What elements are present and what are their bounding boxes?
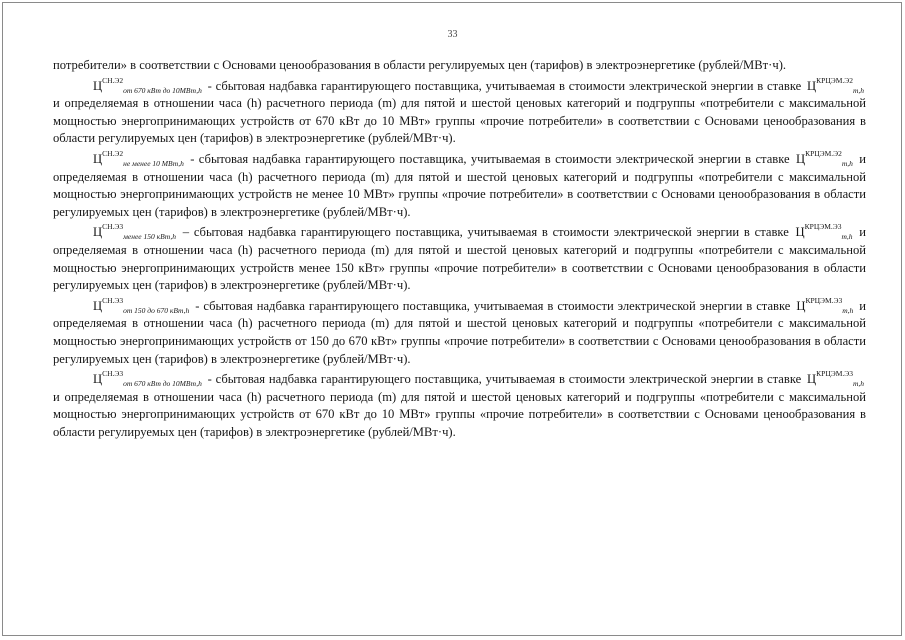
definition-lead: – сбытовая надбавка гарантирующего поставщика, учитываемая в стоимости электрической энергии в ставке [178,225,794,240]
rate-symbol: $Ц^{КРЦЭМ.Э2}_{m,h}$ [807,75,864,95]
document-body [53,57,866,441]
definition-paragraph [53,371,866,441]
rate-symbol: $Ц^{КРЦЭМ.Э3}_{m,h}$ [795,222,853,242]
tariff-symbol: $Ц^{СН.Э2}_{от 670 кВт до 10МВт,h}$ [93,75,202,95]
rate-symbol: $Ц^{КРЦЭМ.Э3}_{m,h}$ [807,369,864,389]
intro-paragraph: потребители» в соответствии с Основами ценообразования в области регулируемых цен (тарифов) в электроэнергетике (рублей/МВт·ч). [53,58,787,72]
definition-body: и определяемая в отношении часа (h) расчетного периода (m) для пятой и шестой ценовых категорий и подгруппы «потребители с максимальной мощностью энергопринимающих устройств от 670 кВт до 10 МВт» группы «прочие потребители» в соответствии с Основами ценообразования в области регулируемых цен (тарифов) в электроэнергетике (рублей/МВт·ч). [53,96,866,146]
page-number: 33 [447,29,458,40]
definition-body: и определяемая в отношении часа (h) расчетного периода (m) для пятой и шестой ценовых категорий и подгруппы «потребители с максимальной мощностью энергопринимающих устройств менее 150 кВт» группы «прочие потребители» в соответствии с Основами ценообразования в области регулируемых цен (тарифов) в электроэнергетике (рублей/МВт·ч). [53,225,866,293]
definition-lead: - сбытовая надбавка гарантирующего поставщика, учитываемая в стоимости электрической энергии в ставке [191,298,795,313]
tariff-symbol: $Ц^{СН.Э3}_{от 150 до 670 кВт,h}$ [93,295,190,315]
definition-paragraph [53,148,866,221]
tariff-symbol: $Ц^{СН.Э2}_{не менее 10 МВт,h}$ [93,148,184,168]
tariff-symbol: $Ц^{СН.Э3}_{менее 150 кВт,h}$ [93,222,177,242]
tariff-symbol: $Ц^{СН.Э3}_{от 670 кВт до 10МВт,h}$ [93,369,202,389]
definition-body: и определяемая в отношении часа (h) расчетного периода (m) для пятой и шестой ценовых категорий и подгруппы «потребители с максимальной мощностью энергопринимающих устройств от 150 до 670 кВт» группы «прочие потребители» в соответствии с Основами ценообразования в области регулируемых цен (тарифов) в электроэнергетике (рублей/МВт·ч). [53,298,866,366]
rate-symbol: $Ц^{КРЦЭМ.Э2}_{m,h}$ [795,148,853,168]
definition-body: и определяемая в отношении часа (h) расчетного периода (m) для пятой и шестой ценовых категорий и подгруппы «потребители с максимальной мощностью энергопринимающих устройств не менее 10 МВт» группы «прочие потребители» в соответствии с Основами ценообразования в области регулируемых цен (тарифов) в электроэнергетике (рублей/МВт·ч). [53,151,866,219]
definition-lead: - сбытовая надбавка гарантирующего поставщика, учитываемая в стоимости электрической энергии в ставке [185,151,794,166]
definition-paragraph [53,75,866,148]
definition-paragraph [53,295,866,368]
rate-symbol: $Ц^{КРЦЭМ.Э3}_{m,h}$ [796,295,854,315]
definition-lead: - сбытовая надбавка гарантирующего поставщика, учитываемая в стоимости электрической энергии в ставке [203,372,806,387]
definition-lead: - сбытовая надбавка гарантирующего поставщика, учитываемая в стоимости электрической энергии в ставке [203,78,806,93]
definition-body: и определяемая в отношении часа (h) расчетного периода (m) для пятой и шестой ценовых категорий и подгруппы «потребители с максимальной мощностью энергопринимающих устройств от 670 кВт до 10 МВт» группы «прочие потребители» в соответствии с Основами ценообразования в области регулируемых цен (тарифов) в электроэнергетике (рублей/МВт·ч). [53,389,866,439]
definition-paragraph [53,224,866,294]
